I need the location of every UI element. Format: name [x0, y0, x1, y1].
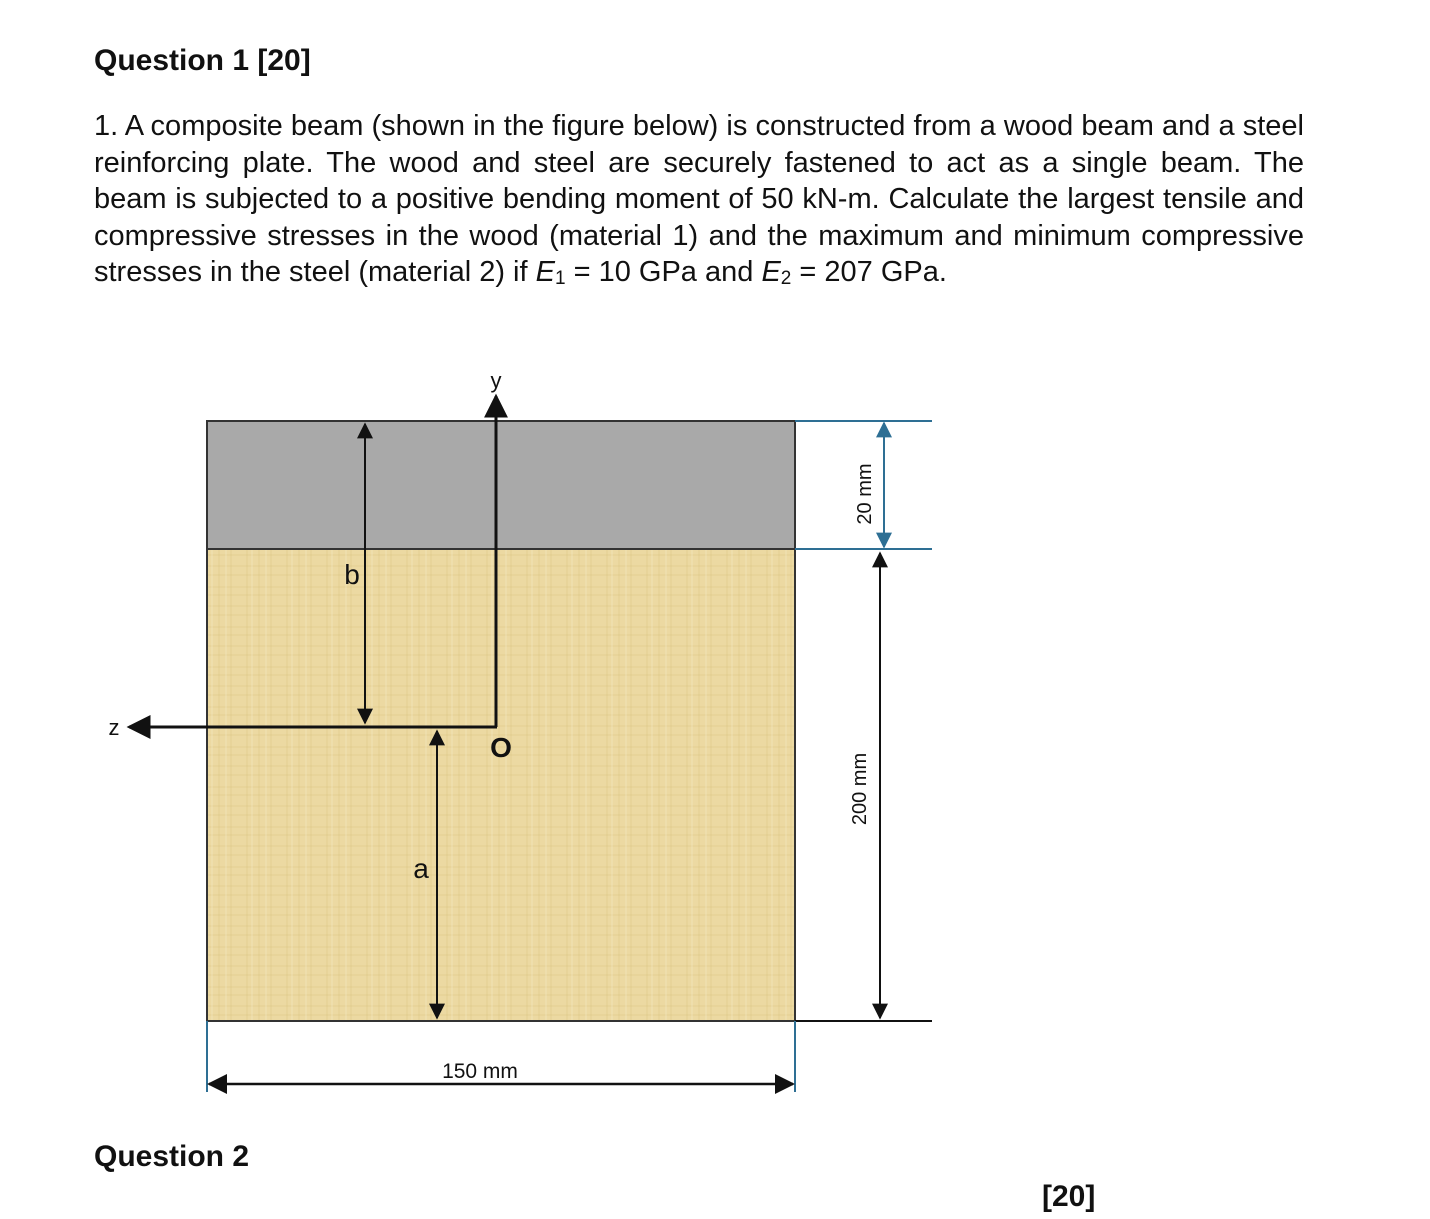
y-axis-label: y: [490, 368, 502, 393]
e2-symbol: E: [761, 256, 781, 288]
e2-subscript: 2: [780, 268, 792, 289]
wood-beam: [207, 549, 795, 1021]
e1-symbol: E: [535, 256, 555, 288]
steel-plate: [207, 421, 795, 549]
steel-thickness-label: 20 mm: [854, 463, 876, 525]
question-2-marks: [20]: [1042, 1180, 1096, 1213]
dimension-b-label: b: [344, 559, 360, 590]
width-label: 150 mm: [442, 1060, 518, 1083]
dimension-a-label: a: [413, 853, 429, 884]
e1-subscript: 1: [554, 268, 566, 289]
question-1-body: 1. A composite beam (shown in the figure below) is constructed from a wood beam and a steel reinforcing plate. The wood and steel are securely fastened to act as a single beam. The beam is subjected to a positive bending moment of 50 kN-m. Calculate the largest tensile and compressive stresses in the wood (material 1) and the maximum and minimum compressive stresses in the steel (material 2) if: [94, 110, 1304, 288]
origin-label: O: [490, 732, 512, 763]
question-1-heading: Question 1 [20]: [94, 44, 311, 77]
e1-value: = 10 GPa and: [565, 256, 762, 288]
question-2-heading: Question 2: [94, 1140, 250, 1173]
wood-height-label: 200 mm: [849, 752, 871, 826]
z-axis-label: z: [108, 715, 120, 740]
e2-value: = 207 GPa.: [791, 256, 947, 288]
